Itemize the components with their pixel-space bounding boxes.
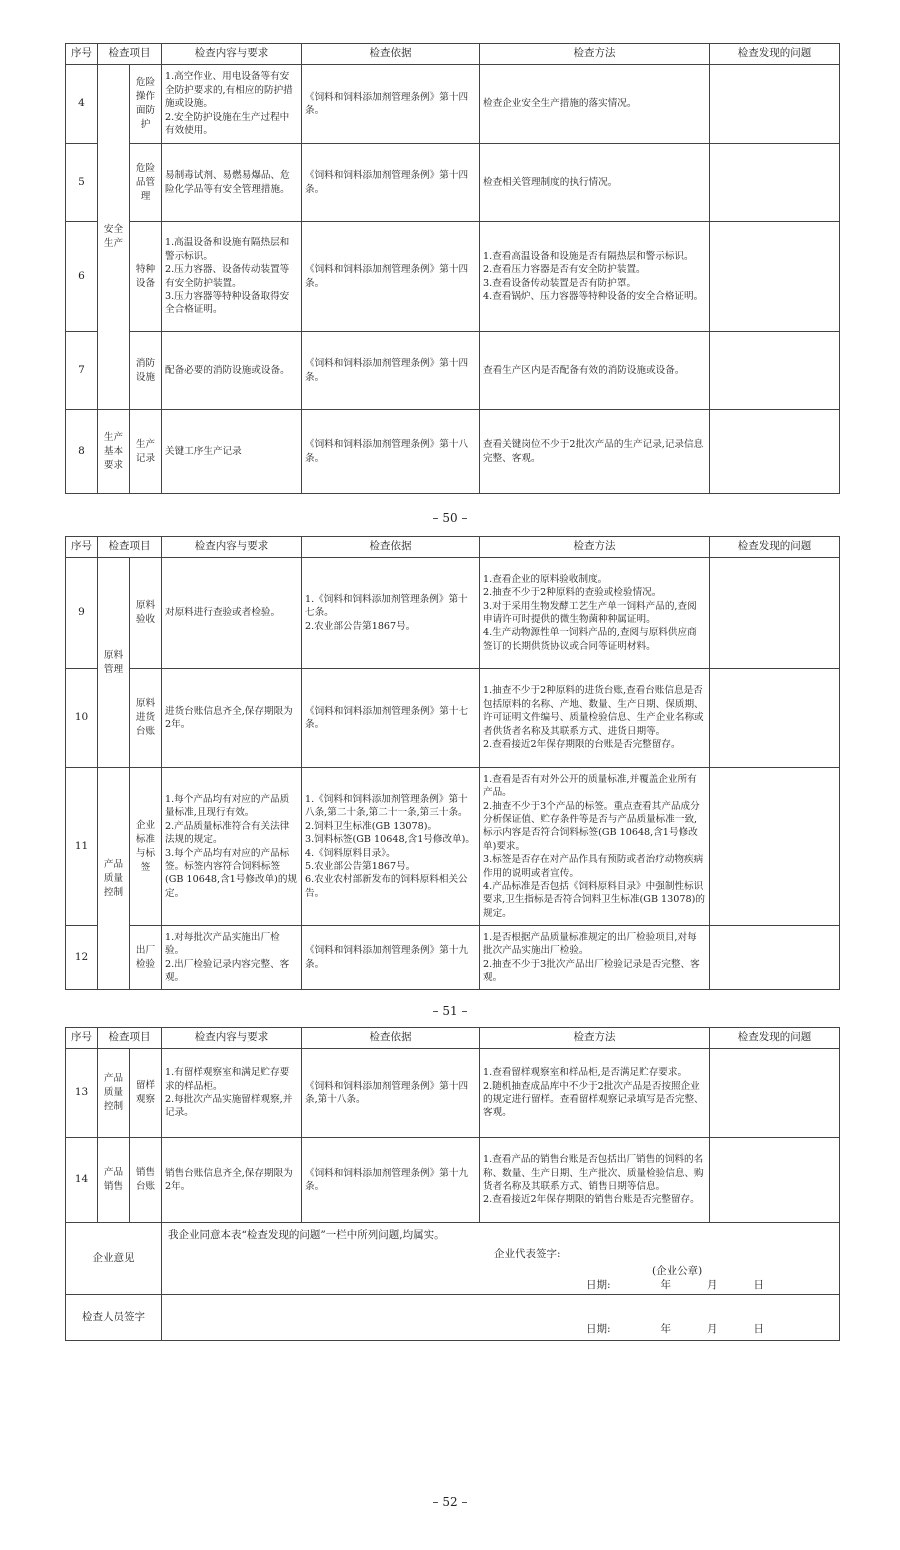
sub-item-label: 消防设施 xyxy=(130,332,162,410)
cell-line: 2.农业部公告第1867号。 xyxy=(305,620,416,632)
method-cell xyxy=(480,222,710,332)
cell-line: 《饲料和饲料添加剂管理条例》第十四条,第十八条。 xyxy=(305,1080,469,1105)
cell-line: 检查企业安全生产措施的落实情况。 xyxy=(483,98,637,110)
header-seq: 序号 xyxy=(66,44,98,65)
cell-line: 2.安全防护设施在生产过程中有效使用。 xyxy=(165,111,290,137)
content-cell xyxy=(162,558,302,669)
cell-line: 《饲料和饲料添加剂管理条例》第十九条。 xyxy=(305,945,469,970)
date-day: 日 xyxy=(753,1323,765,1335)
cell-line: 2.产品质量标准符合有关法律法规的规定。 xyxy=(165,820,290,846)
page-number: – 52 – xyxy=(432,1495,468,1509)
table-header-row xyxy=(66,44,840,65)
date-year: 年 xyxy=(660,1279,672,1291)
header-seq: 序号 xyxy=(66,1028,98,1049)
header-item: 检查项目 xyxy=(98,537,162,558)
issues-cell[interactable] xyxy=(710,768,840,926)
cell-line: 《饲料和饲料添加剂管理条例》第十八条。 xyxy=(305,439,469,464)
page-number: – 50 – xyxy=(432,511,468,525)
issues-cell[interactable] xyxy=(710,669,840,768)
header-method: 检查方法 xyxy=(480,1028,710,1049)
cell-line: 3.饲料标签(GB 10648,含1号修改单)。 xyxy=(305,834,476,846)
group-label-vertical: 安全生产 xyxy=(98,65,130,410)
cell-line: 1.抽查不少于2种原料的进货台账,查看台账信息是否包括原料的名称、产地、数量、生产日期、保质期、许可证明文件编号、质量检验信息、生产企业名称或者供货者名称及其联系方式、进货日期等。 xyxy=(483,685,704,737)
basis-cell xyxy=(302,1049,480,1138)
sub-item-label: 生产记录 xyxy=(130,410,162,494)
method-cell xyxy=(480,144,710,222)
table-row xyxy=(66,669,840,768)
inspector-date-line[interactable] xyxy=(586,1323,764,1336)
enterprise-opinion-row xyxy=(66,1223,840,1295)
issues-cell[interactable] xyxy=(710,1049,840,1138)
date-label: 日期: xyxy=(586,1323,611,1335)
cell-line: 3.标签是否存在对产品作具有预防或者治疗动物疾病作用的说明或者宣传。 xyxy=(483,854,704,879)
cell-line: 2.每批次产品实施留样观察,并记录。 xyxy=(165,1094,293,1119)
group-label-vertical: 产品质量控制 xyxy=(98,768,130,990)
header-method: 检查方法 xyxy=(480,537,710,558)
table-row xyxy=(66,1049,840,1138)
header-content: 检查内容与要求 xyxy=(162,537,302,558)
row-number: 12 xyxy=(66,926,98,990)
content-cell xyxy=(162,768,302,926)
enterprise-opinion-label: 企业意见 xyxy=(66,1223,162,1295)
table-row xyxy=(66,144,840,222)
cell-line: 2.抽查不少于2种原料的查验或检验情况。 xyxy=(483,587,662,599)
cell-line: 4.《饲料原料目录》。 xyxy=(305,847,396,859)
enterprise-rep-signature-label[interactable]: 企业代表签字: xyxy=(494,1248,561,1260)
sub-item-label: 留样观察 xyxy=(130,1049,162,1138)
basis-cell xyxy=(302,222,480,332)
cell-line: 1.每个产品均有对应的产品质量标准,且现行有效。 xyxy=(165,793,290,819)
enterprise-date-line[interactable] xyxy=(586,1279,764,1292)
row-number: 5 xyxy=(66,144,98,222)
method-cell xyxy=(480,332,710,410)
cell-line: 1.查看是否有对外公开的质量标准,并覆盖企业所有产品。 xyxy=(483,773,697,799)
header-basis: 检查依据 xyxy=(302,537,480,558)
basis-cell xyxy=(302,558,480,669)
basis-cell xyxy=(302,1138,480,1223)
row-number: 4 xyxy=(66,65,98,144)
enterprise-seal-label: (企业公章) xyxy=(652,1265,703,1277)
row-number: 6 xyxy=(66,222,98,332)
header-seq: 序号 xyxy=(66,537,98,558)
cell-line: 1.对每批次产品实施出厂检验。 xyxy=(165,931,280,957)
cell-line: 《饲料和饲料添加剂管理条例》第十四条。 xyxy=(305,264,469,289)
issues-cell[interactable] xyxy=(710,558,840,669)
issues-cell[interactable] xyxy=(710,332,840,410)
issues-cell[interactable] xyxy=(710,926,840,990)
date-day: 日 xyxy=(753,1279,765,1291)
basis-cell xyxy=(302,768,480,926)
basis-cell xyxy=(302,410,480,494)
cell-line: 3.对于采用生物发酵工艺生产单一饲料产品的,查阅申请许可时提供的微生物菌种种属证明。 xyxy=(483,600,697,625)
cell-line: 1.是否根据产品质量标准规定的出厂检验项目,对每批次产品实施出厂检验。 xyxy=(483,931,697,957)
content-cell xyxy=(162,1049,302,1138)
inspector-signature-row xyxy=(66,1295,840,1341)
header-issues: 检查发现的问题 xyxy=(710,44,840,65)
issues-cell[interactable] xyxy=(710,65,840,144)
cell-line: 1.有留样观察室和满足贮存要求的样品柜。 xyxy=(165,1067,290,1092)
table-row xyxy=(66,410,840,494)
cell-line: 3.每个产品均有对应的产品标签。标签内容符合饲料标签(GB 10648,含1号修改单)的规定。 xyxy=(165,847,298,899)
inspector-signature-cell[interactable] xyxy=(162,1295,840,1341)
method-cell xyxy=(480,669,710,768)
header-basis: 检查依据 xyxy=(302,1028,480,1049)
group-label-vertical: 产品销售 xyxy=(98,1138,130,1223)
content-cell xyxy=(162,222,302,332)
cell-line: 《饲料和饲料添加剂管理条例》第十九条。 xyxy=(305,1167,469,1192)
group-label-vertical: 原料管理 xyxy=(98,558,130,768)
method-cell xyxy=(480,558,710,669)
row-number: 10 xyxy=(66,669,98,768)
cell-line: 2.查看接近2年保存期限的销售台账是否完整留存。 xyxy=(483,1194,700,1206)
cell-line: 4.查看锅炉、压力容器等特种设备的安全合格证明。 xyxy=(483,290,704,302)
content-cell xyxy=(162,669,302,768)
inspection-table-page-51 xyxy=(65,536,840,990)
row-number: 9 xyxy=(66,558,98,669)
sub-item-label: 销售台账 xyxy=(130,1138,162,1223)
cell-line: 进货台账信息齐全,保存期限为2年。 xyxy=(165,705,293,730)
content-cell xyxy=(162,926,302,990)
cell-line: 1.高空作业、用电设备等有安全防护要求的,有相应的防护措施或设施。 xyxy=(165,71,293,110)
content-cell xyxy=(162,1138,302,1223)
cell-line: 《饲料和饲料添加剂管理条例》第十四条。 xyxy=(305,170,469,195)
sub-item-label: 危险品管理 xyxy=(130,144,162,222)
page-number: – 51 – xyxy=(432,1004,468,1018)
header-issues: 检查发现的问题 xyxy=(710,1028,840,1049)
cell-line: 检查相关管理制度的执行情况。 xyxy=(483,176,618,188)
sub-item-label: 原料验收 xyxy=(130,558,162,669)
issues-cell[interactable] xyxy=(710,410,840,494)
table-row xyxy=(66,332,840,410)
cell-line: 4.产品标准是否包括《饲料原料目录》中强制性标识要求,卫生指标是否符合饲料卫生标准(GB 13078)的规定。 xyxy=(483,881,705,919)
basis-cell xyxy=(302,144,480,222)
header-content: 检查内容与要求 xyxy=(162,1028,302,1049)
cell-line: 1.高温设备和设施有隔热层和警示标识。 xyxy=(165,237,290,262)
inspector-signature-label: 检查人员签字 xyxy=(66,1295,162,1341)
method-cell xyxy=(480,926,710,990)
sub-item-label: 出厂检验 xyxy=(130,926,162,990)
header-item: 检查项目 xyxy=(98,1028,162,1049)
inspection-table-page-50 xyxy=(65,43,840,494)
cell-line: 查看关键岗位不少于2批次产品的生产记录,记录信息完整、客观。 xyxy=(483,439,704,464)
header-content: 检查内容与要求 xyxy=(162,44,302,65)
date-month: 月 xyxy=(707,1323,718,1335)
date-label: 日期: xyxy=(586,1279,611,1291)
cell-line: 2.查看压力容器是否有安全防护装置。 xyxy=(483,264,646,276)
cell-line: 2.压力容器、设备传动装置等有安全防护装置。 xyxy=(165,264,290,289)
cell-line: 对原料进行查验或者检验。 xyxy=(165,607,281,619)
method-cell xyxy=(480,65,710,144)
header-method: 检查方法 xyxy=(480,44,710,65)
group-label-vertical: 生产基本要求 xyxy=(98,410,130,494)
cell-line: 配备必要的消防设施或设备。 xyxy=(165,364,290,376)
cell-line: 关键工序生产记录 xyxy=(165,445,242,457)
sub-item-label: 原料进货台账 xyxy=(130,669,162,768)
row-number: 7 xyxy=(66,332,98,410)
method-cell xyxy=(480,1138,710,1223)
cell-line: 3.压力容器等特种设备取得安全合格证明。 xyxy=(165,290,290,316)
date-month: 月 xyxy=(707,1279,718,1291)
cell-line: 销售台账信息齐全,保存期限为2年。 xyxy=(165,1167,293,1192)
sub-item-label: 危险操作面防护 xyxy=(130,65,162,144)
header-issues: 检查发现的问题 xyxy=(710,537,840,558)
row-number: 13 xyxy=(66,1049,98,1138)
enterprise-opinion-cell xyxy=(162,1223,840,1295)
cell-line: 1.《饲料和饲料添加剂管理条例》第十八条,第二十条,第二十一条,第三十条。 xyxy=(305,793,468,819)
row-number: 14 xyxy=(66,1138,98,1223)
cell-line: 2.饲料卫生标准(GB 13078)。 xyxy=(305,820,438,832)
cell-line: 易制毒试剂、易燃易爆品、危险化学品等有安全管理措施。 xyxy=(165,170,290,195)
cell-line: 1.查看产品的销售台账是否包括出厂销售的饲料的名称、数量、生产日期、生产批次、质量检验信息、购货者名称及其联系方式、销售日期等信息。 xyxy=(483,1154,704,1192)
content-cell xyxy=(162,410,302,494)
method-cell xyxy=(480,410,710,494)
sub-item-label: 特种设备 xyxy=(130,222,162,332)
content-cell xyxy=(162,65,302,144)
basis-cell xyxy=(302,65,480,144)
issues-cell[interactable] xyxy=(710,1138,840,1223)
basis-cell xyxy=(302,926,480,990)
table-row xyxy=(66,65,840,144)
basis-cell xyxy=(302,332,480,410)
table-row xyxy=(66,768,840,926)
cell-line: 2.出厂检验记录内容完整、客观。 xyxy=(165,958,290,983)
cell-line: 2.抽查不少于3批次产品出厂检验记录是否完整、客观。 xyxy=(483,958,700,983)
date-year: 年 xyxy=(660,1323,672,1335)
cell-line: 1.查看高温设备和设施是否有隔热层和警示标识。 xyxy=(483,250,694,262)
table-row xyxy=(66,558,840,669)
cell-line: 《饲料和饲料添加剂管理条例》第十四条。 xyxy=(305,91,469,116)
table-header-row xyxy=(66,1028,840,1049)
table-header-row xyxy=(66,537,840,558)
row-number: 11 xyxy=(66,768,98,926)
row-number: 8 xyxy=(66,410,98,494)
issues-cell[interactable] xyxy=(710,144,840,222)
enterprise-opinion-text: 我企业同意本表“检查发现的问题”一栏中所列问题,均属实。 xyxy=(168,1229,445,1241)
table-row xyxy=(66,926,840,990)
table-row xyxy=(66,222,840,332)
cell-line: 1.查看企业的原料验收制度。 xyxy=(483,573,608,585)
cell-line: 6.农业农村部新发布的饲料原料相关公告。 xyxy=(305,874,468,899)
cell-line: 3.查看设备传动装置是否有防护罩。 xyxy=(483,277,637,289)
basis-cell xyxy=(302,669,480,768)
issues-cell[interactable] xyxy=(710,222,840,332)
content-cell xyxy=(162,332,302,410)
table-row xyxy=(66,1138,840,1223)
cell-line: 查看生产区内是否配备有效的消防设施或设备。 xyxy=(483,364,685,376)
sub-item-label: 企业标准与标签 xyxy=(130,768,162,926)
cell-line: 4.生产动物源性单一饲料产品的,查阅与原料供应商签订的长期供货协议或合同等证明材料。 xyxy=(483,627,697,652)
header-basis: 检查依据 xyxy=(302,44,480,65)
inspection-table-page-52 xyxy=(65,1027,840,1341)
cell-line: 1.《饲料和饲料添加剂管理条例》第十七条。 xyxy=(305,593,468,619)
method-cell xyxy=(480,768,710,926)
cell-line: 2.随机抽查成品库中不少于2批次产品是否按照企业的规定进行留样。查看留样观察记录填写是否完整、客观。 xyxy=(483,1080,704,1119)
group-label-vertical: 产品质量控制 xyxy=(98,1049,130,1138)
method-cell xyxy=(480,1049,710,1138)
cell-line: 2.查看接近2年保存期限的台账是否完整留存。 xyxy=(483,739,681,751)
cell-line: 1.查看留样观察室和样品柜,是否满足贮存要求。 xyxy=(483,1067,688,1079)
cell-line: 《饲料和饲料添加剂管理条例》第十四条。 xyxy=(305,358,469,383)
cell-line: 《饲料和饲料添加剂管理条例》第十七条。 xyxy=(305,705,469,730)
header-item: 检查项目 xyxy=(98,44,162,65)
cell-line: 5.农业部公告第1867号。 xyxy=(305,860,416,872)
content-cell xyxy=(162,144,302,222)
cell-line: 2.抽查不少于3个产品的标签。重点查看其产品成分分析保证值、贮存条件等是否与产品质量标准一致,标示内容是否符合饲料标签(GB 10648,含1号修改单)要求。 xyxy=(483,800,700,852)
